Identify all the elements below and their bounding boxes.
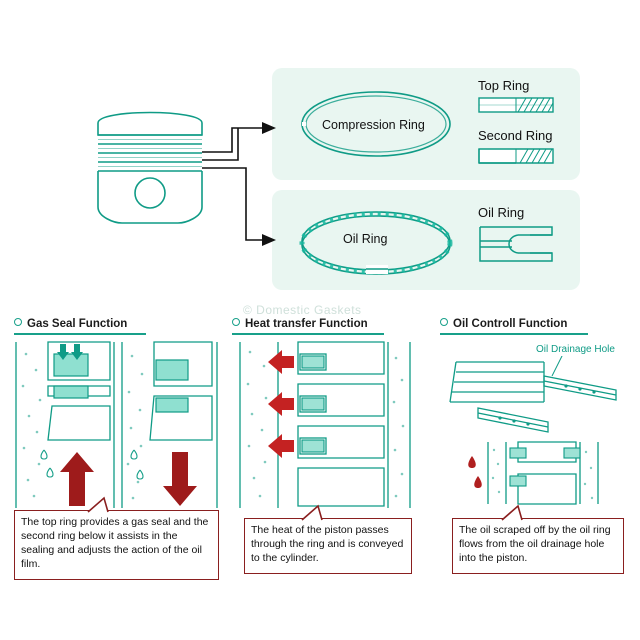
bullet-icon <box>232 318 240 326</box>
gas-seal-caption: The top ring provides a gas seal and the second ring below it assists in the sealing and adjusts the action of the oil film. <box>14 510 219 580</box>
oil-drainage-hole-annotation: Oil Drainage Hole <box>536 344 615 355</box>
gas-seal-down-arrow <box>163 452 197 506</box>
heat-transfer-caption: The heat of the piston passes through the ring and is conveyed to the cylinder. <box>244 518 412 574</box>
gas-seal-right-ring <box>156 360 188 380</box>
watermark: © Domestic Gaskets <box>243 303 362 317</box>
second-ring-label: Second Ring <box>478 128 553 143</box>
heat-transfer-illustration <box>238 340 413 510</box>
oil-ring-section-label: Oil Ring <box>478 205 525 220</box>
gas-seal-title: Gas Seal Function <box>27 318 128 330</box>
top-ring-label: Top Ring <box>478 78 530 93</box>
bullet-icon <box>440 318 448 326</box>
oil-control-illustration <box>448 356 628 506</box>
gas-seal-second-ring <box>54 386 88 398</box>
gas-seal-underline <box>14 333 146 335</box>
gas-seal-top-ring <box>54 354 88 376</box>
gas-seal-callout-tail <box>86 496 116 514</box>
gas-seal-illustration <box>14 340 219 510</box>
heat-transfer-title: Heat transfer Function <box>245 318 368 330</box>
second-ring-section <box>478 144 554 168</box>
heat-transfer-underline <box>232 333 384 335</box>
gas-seal-right-second-ring <box>156 398 188 412</box>
oil-ring-section <box>478 221 554 267</box>
top-ring-section <box>478 94 554 116</box>
compression-ring-label: Compression Ring <box>322 118 425 132</box>
gas-seal-header <box>14 318 146 335</box>
heat-transfer-header <box>232 318 384 335</box>
bullet-icon <box>14 318 22 326</box>
oil-control-underline <box>440 333 588 335</box>
oil-ring-label: Oil Ring <box>343 232 388 246</box>
oil-control-title: Oil Controll Function <box>453 318 568 330</box>
connector-arrows <box>198 110 288 260</box>
oil-control-caption: The oil scraped off by the oil ring flows from the oil drainage hole into the piston. <box>452 518 624 574</box>
oil-control-callout-tail <box>500 504 530 522</box>
heat-transfer-callout-tail <box>300 504 330 522</box>
oil-control-header <box>440 318 588 335</box>
